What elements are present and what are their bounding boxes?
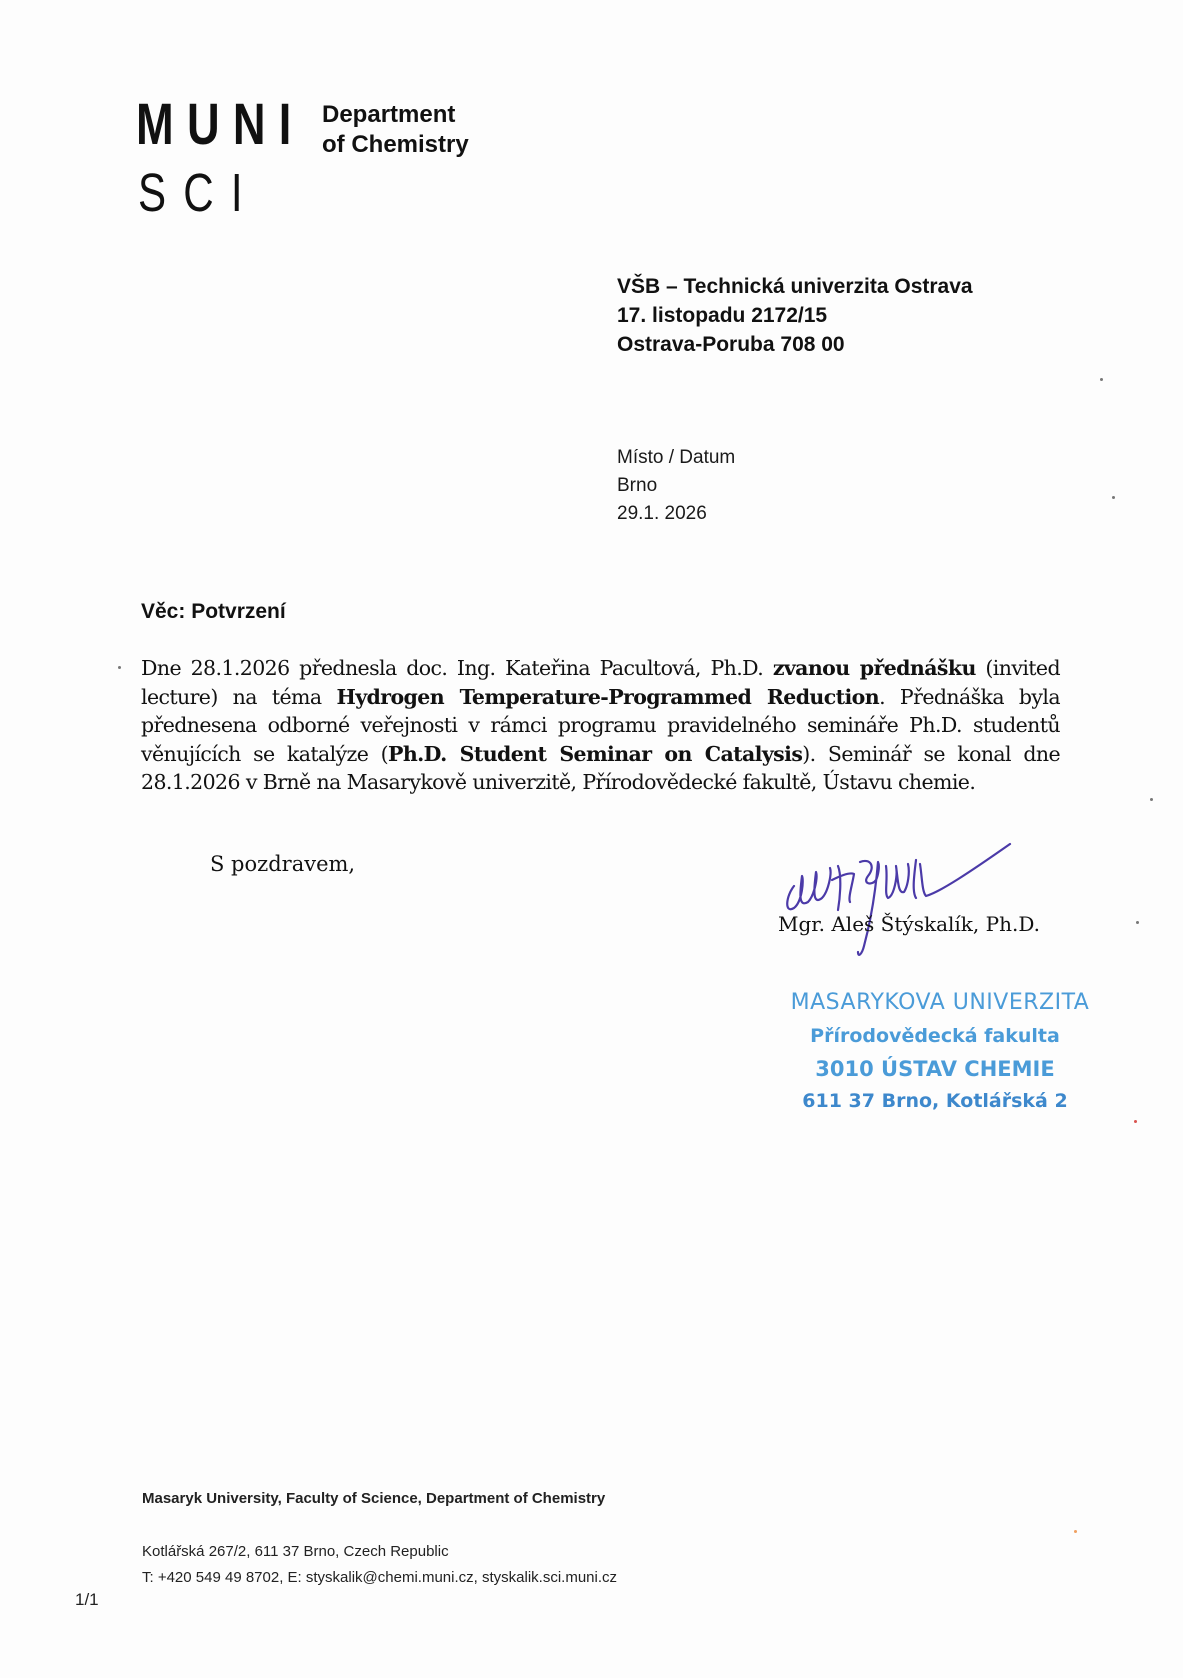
logo-sci-text: SCI: [138, 163, 260, 223]
body-text-4: ). Seminář se konal dne 28.1.2026 v Brně na Masarykově univerzitě, Přírodovědecké fakultě, Ústavu chemie.: [141, 741, 1061, 794]
scan-speck: [1136, 921, 1139, 924]
institution-stamp: [770, 986, 1110, 1116]
body-bold-2: Hydrogen Temperature-Programmed Reduction: [336, 684, 880, 709]
body-text-1: Dne 28.1.2026 přednesla doc. Ing. Kateřina Pacultová, Ph.D.: [141, 656, 773, 680]
signer-name: Mgr. Aleš Štýskalík, Ph.D.: [778, 912, 1041, 936]
scan-speck: [1112, 496, 1115, 499]
recipient-line-3: Ostrava-Poruba 708 00: [617, 333, 845, 356]
recipient-line-2: 17. listopadu 2172/15: [617, 304, 828, 327]
stamp-line-2: Přírodovědecká fakulta: [810, 1025, 1060, 1047]
logo-muni-text: MUNI: [136, 92, 305, 157]
place-date-block: [617, 444, 735, 528]
scan-speck: [1074, 1530, 1077, 1533]
department-line-1: Department: [322, 101, 456, 128]
department-line-2: of Chemistry: [322, 131, 469, 158]
department-name: [322, 100, 469, 160]
page-number: 1/1: [75, 1590, 99, 1609]
recipient-line-1: VŠB – Technická univerzita Ostrava: [617, 275, 973, 298]
footer-title: Masaryk University, Faculty of Science, Department of Chemistry: [142, 1490, 606, 1507]
scan-speck: [118, 666, 121, 669]
handwritten-signature: [780, 836, 1020, 966]
scan-speck: [1150, 798, 1153, 801]
scan-speck: [1134, 1120, 1137, 1123]
place: Brno: [617, 475, 658, 496]
body-bold-1: zvanou přednášku: [772, 656, 976, 680]
footer-contact: T: +420 549 49 8702, E: styskalik@chemi.muni.cz, styskalik.sci.muni.cz: [142, 1569, 617, 1586]
letter-body: [141, 654, 1060, 797]
date: 29.1. 2026: [617, 503, 707, 524]
stamp-line-1: MASARYKOVA UNIVERZITA: [790, 990, 1090, 1015]
scan-speck: [1100, 378, 1103, 381]
greeting: S pozdravem,: [210, 852, 356, 876]
place-date-label: Místo / Datum: [617, 447, 736, 468]
stamp-line-4: 611 37 Brno, Kotlářská 2: [802, 1090, 1068, 1112]
recipient-address: [617, 272, 973, 359]
stamp-line-3: 3010 ÚSTAV CHEMIE: [815, 1057, 1055, 1081]
body-text-2: (invited lecture) na téma: [141, 656, 1060, 709]
body-bold-3: Ph.D. Student Seminar on Catalysis: [388, 741, 803, 766]
footer-address: Kotlářská 267/2, 611 37 Brno, Czech Republic: [142, 1543, 449, 1560]
subject-line: Věc: Potvrzení: [141, 600, 286, 623]
body-text-3: . Přednáška byla přednesena odborné veřejnosti v rámci programu pravidelného semináře Ph.D. studentů věnujících se katalýze (: [141, 684, 1060, 766]
footer-contact-block: [142, 1539, 617, 1591]
